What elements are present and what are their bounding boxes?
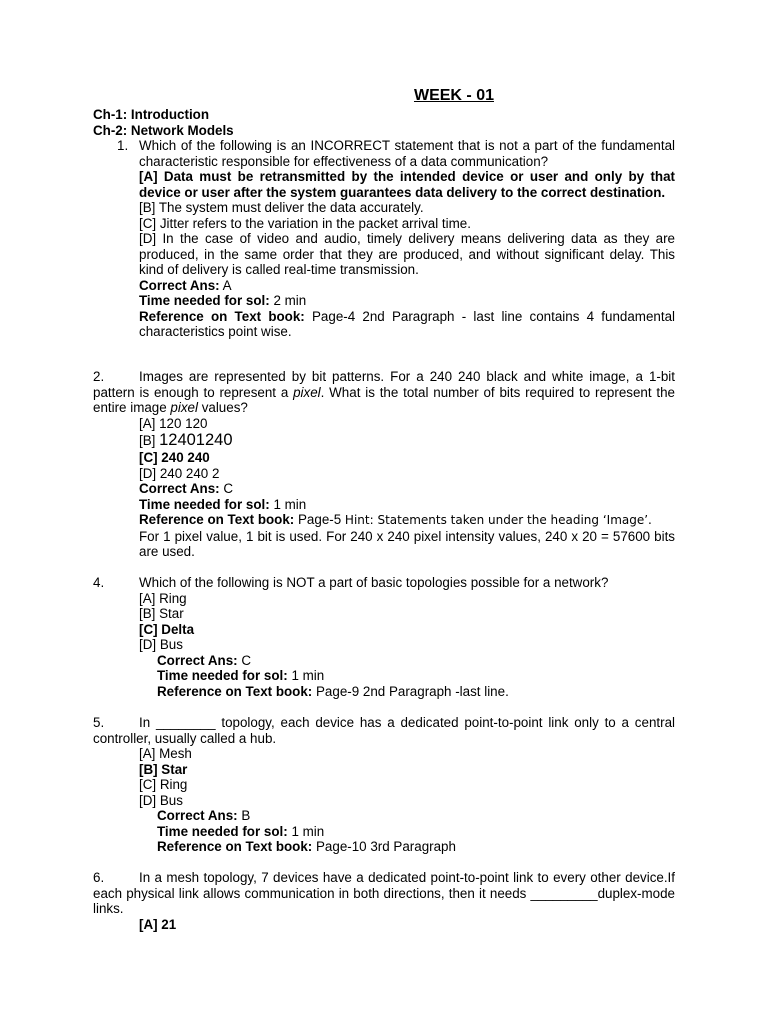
option-b: [B] The system must deliver the data accurately. <box>139 200 424 215</box>
q5-block <box>93 715 675 855</box>
q4-block <box>93 575 675 699</box>
time-needed: Time needed for sol: 1 min <box>157 823 325 839</box>
chapter-heading: Ch-1: Introduction <box>93 107 210 122</box>
option-d: [D] 240 240 2 <box>139 465 220 481</box>
option-a: [A] Ring <box>139 590 187 606</box>
correct-answer: Correct Ans: B <box>157 808 251 823</box>
option-a: [A] 120 120 <box>139 415 208 431</box>
q6-question: 6. In a mesh topology, 7 devices have a dedicated point-to-point link to every other device.If each physical link allows communication in both directions, then it needs _________duplex-mode links. <box>93 870 675 916</box>
question-text: Which of the following is an INCORRECT statement that is not a part of the fundamental characteristic responsible for effectiveness of a data communication? <box>139 138 675 169</box>
option-d: [D] Bus <box>139 637 183 652</box>
time-needed: Time needed for sol: 2 min <box>139 293 307 308</box>
correct-answer: Correct Ans: C <box>157 652 252 668</box>
reference: Reference on Text book: Page-5 Hint: Statements taken under the heading ‘Image’. <box>139 512 652 527</box>
correct-answer: Correct Ans: C <box>139 481 234 496</box>
page-title: WEEK - 01 <box>413 87 494 104</box>
q1-block <box>93 107 675 340</box>
option-c: [C] Delta <box>139 621 195 637</box>
option-b: [B] 12401240 <box>139 431 233 449</box>
q6-block <box>93 870 675 932</box>
option-d: [D] In the case of video and audio, timely delivery means delivering data as they are produced, in the same order that they are produced, and without significant delay. This kind of delivery is called real-time transmission. <box>139 231 675 277</box>
reference: Reference on Text book: Page-9 2nd Paragraph -last line. <box>157 683 509 699</box>
solution-note: For 1 pixel value, 1 bit is used. For 240 x 240 pixel intensity values, 240 x 20 = 57600 bits are used. <box>139 528 675 559</box>
q2-block <box>93 369 675 560</box>
time-needed: Time needed for sol: 1 min <box>139 496 307 512</box>
option-b: [B] Star <box>139 761 188 777</box>
question-number: 6. <box>93 870 105 885</box>
q4-question: 4. Which of the following is NOT a part of basic topologies possible for a network? <box>93 575 609 590</box>
question-number: 2. <box>93 369 105 384</box>
q1-question <box>93 138 675 169</box>
reference: Reference on Text book: Page-10 3rd Paragraph <box>157 839 456 854</box>
q2-question: 2. Images are represented by bit patterns. For a 240 240 black and white image, a 1-bit pattern is enough to represent a pixel. What is the total number of bits required to represent the entire image pixel values? <box>93 369 675 415</box>
option-c: [C] 240 240 <box>139 450 210 465</box>
option-d: [D] Bus <box>139 792 183 808</box>
time-needed: Time needed for sol: 1 min <box>157 668 325 683</box>
option-b: [B] Star <box>139 606 184 621</box>
question-number: 4. <box>93 575 105 590</box>
option-c: [C] Ring <box>139 777 188 792</box>
option-c: [C] Jitter refers to the variation in the packet arrival time. <box>139 215 471 231</box>
q5-question: 5. In ________ topology, each device has a dedicated point-to-point link only to a central controller, usually called a hub. <box>93 715 675 746</box>
chapter-heading: Ch-2: Network Models <box>93 122 234 138</box>
correct-answer: Correct Ans: A <box>139 277 232 293</box>
reference: Reference on Text book: Page-4 2nd Paragraph - last line contains 4 fundamental characteristics point wise. <box>139 308 675 339</box>
option-a: [A] Mesh <box>139 746 192 761</box>
question-number: 5. <box>93 715 105 730</box>
question-number: 1. <box>117 138 129 153</box>
option-a: [A] Data must be retransmitted by the intended device or user and only by that device or user after the system guarantees data delivery to the correct destination. <box>139 169 675 200</box>
option-a: [A] 21 <box>139 916 177 932</box>
